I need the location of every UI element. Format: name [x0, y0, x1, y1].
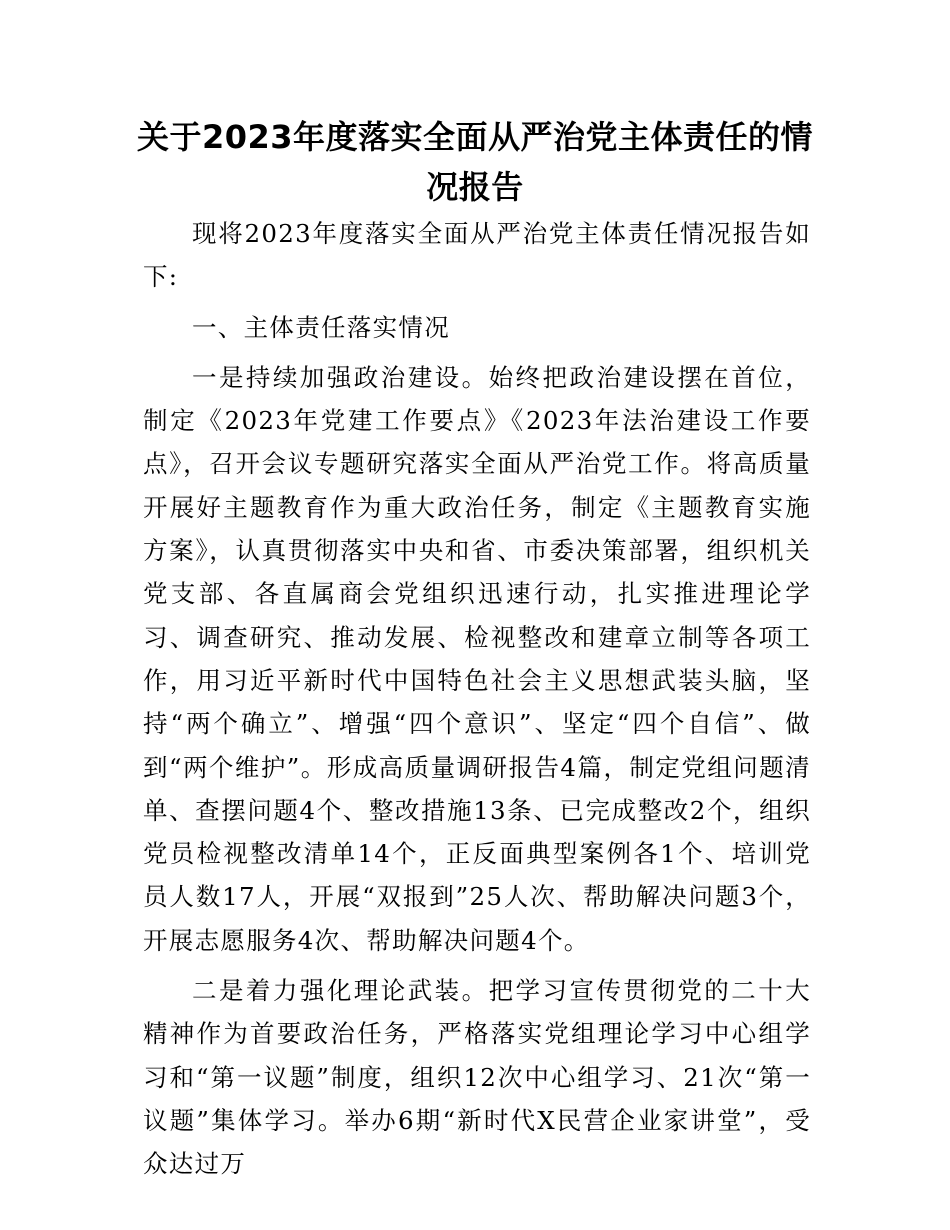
document-title: 关于2023年度落实全面从严治党主体责任的情况报告: [136, 118, 814, 206]
section-heading: 一、主体责任落实情况: [192, 312, 450, 342]
document-body: [143, 212, 811, 1186]
intro-paragraph: 现将2023年度落实全面从严治党主体责任情况报告如下:: [143, 219, 811, 292]
body-paragraph-political-construction: 一是持续加强政治建设。始终把政治建设摆在首位，制定《2023年党建工作要点》《2023年法治建设工作要点》，召开会议专题研究落实全面从严治党工作。将高质量开展好主题教育作为重大政治任务，制定《主题教育实施方案》，认真贯彻落实中央和省、市委决策部署，组织机关党支部、各直属商会党组织迅速行动，扎实推进理论学习、调查研究、推动发展、检视整改和建章立制等各项工作，用习近平新时代中国特色社会主义思想武装头脑，坚持“两个确立”、增强“四个意识”、坚定“四个自信”、做到“两个维护”。形成高质量调研报告4篇，制定党组问题清单、查摆问题4个、整改措施13条、已完成整改2个，组织党员检视整改清单14个，正反面典型案例各1个、培训党员人数17人，开展“双报到”25人次、帮助解决问题3个，开展志愿服务4次、帮助解决问题4个。: [143, 362, 811, 955]
body-paragraph-theory-study: 二是着力强化理论武装。把学习宣传贯彻党的二十大精神作为首要政治任务，严格落实党组理论学习中心组学习和“第一议题”制度，组织12次中心组学习、21次“第一议题”集体学习。举办6期“新时代X民营企业家讲堂”，受众达过万: [143, 976, 811, 1179]
